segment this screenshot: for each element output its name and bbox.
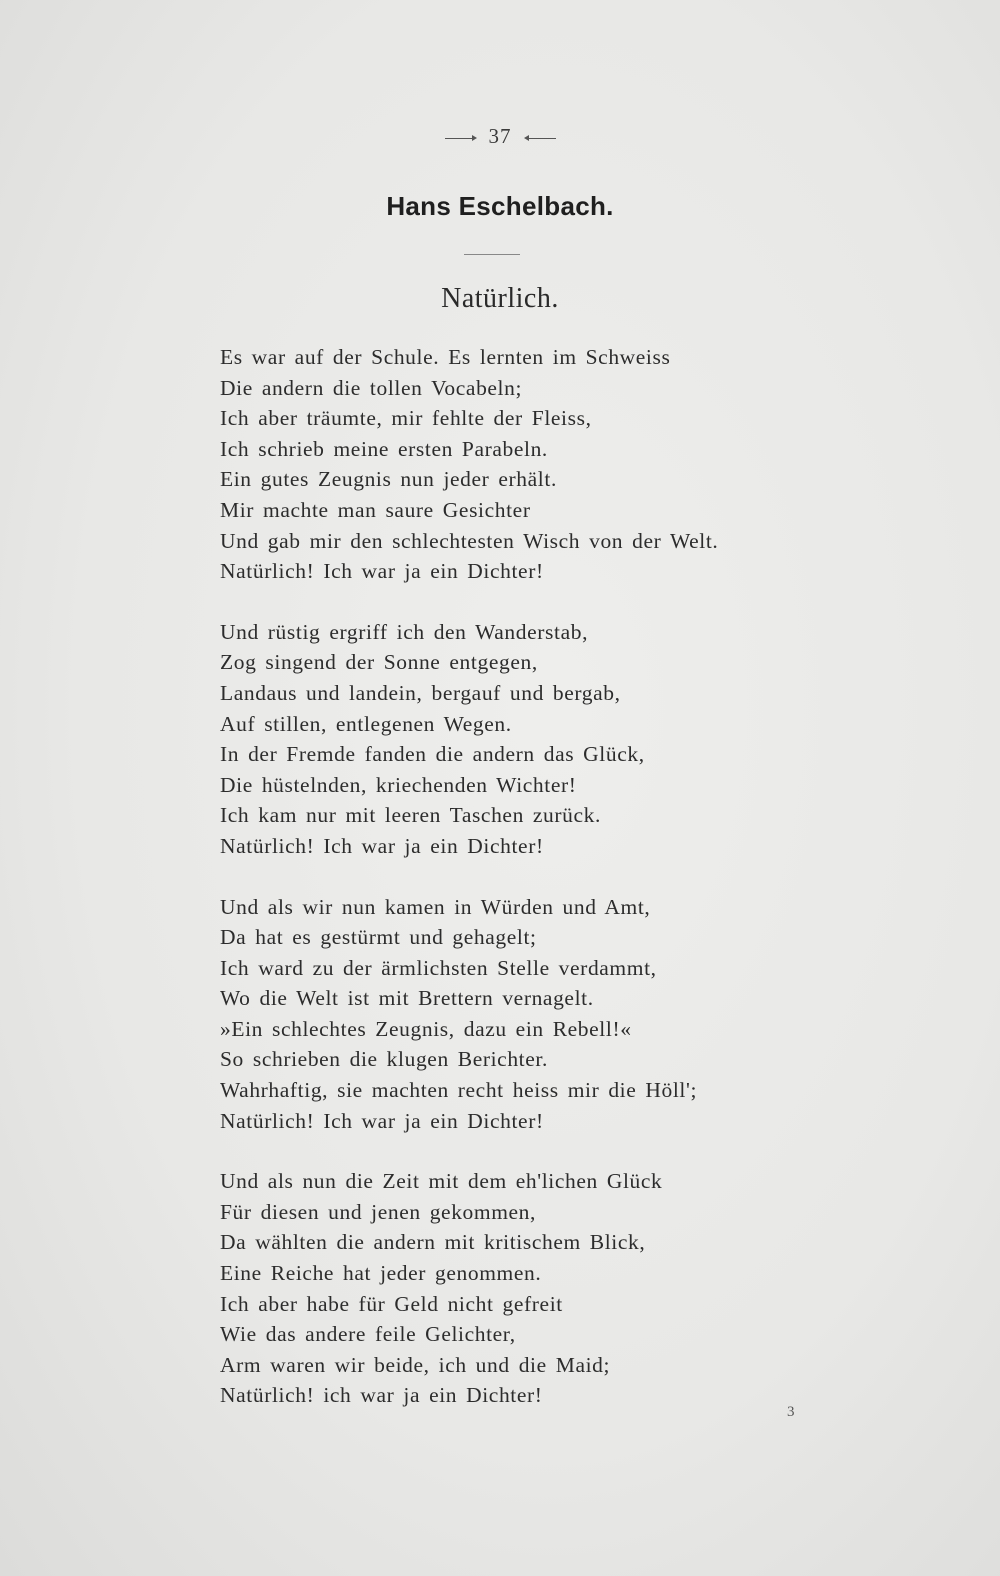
page-number: 37 — [488, 124, 512, 148]
poem-line: Ich schrieb meine ersten Parabeln. — [220, 436, 548, 461]
poem-line: Mir machte man saure Gesichter — [220, 497, 531, 522]
poem-line: Und als nun die Zeit mit dem eh'lichen Glück — [220, 1169, 663, 1194]
poem-line: Natürlich! Ich war ja ein Dichter! — [220, 1108, 544, 1133]
poem-line: »Ein schlechtes Zeugnis, dazu ein Rebell!« — [220, 1016, 632, 1041]
poem-line: Ich aber habe für Geld nicht gefreit — [220, 1291, 563, 1316]
poem-line: Ein gutes Zeugnis nun jeder erhält. — [220, 467, 557, 492]
stanza-1 — [220, 342, 840, 587]
poem-line: Da wählten die andern mit kritischem Blick, — [220, 1230, 646, 1255]
stanza-3 — [220, 892, 840, 1137]
poem-line: Die hüstelnden, kriechenden Wichter! — [220, 772, 577, 797]
signature-mark: 3 — [787, 1404, 795, 1420]
stanza-2 — [220, 617, 840, 862]
poem-line: Ich kam nur mit leeren Taschen zurück. — [220, 803, 601, 828]
page-header — [0, 124, 1000, 149]
poem-line: Für diesen und jenen gekommen, — [220, 1199, 537, 1224]
poem-line: Und rüstig ergriff ich den Wanderstab, — [220, 619, 589, 644]
poem-title: Natürlich. — [441, 283, 559, 314]
poem-line: Landaus und landein, bergauf und bergab, — [220, 680, 621, 705]
poem-line: Wo die Welt ist mit Brettern vernagelt. — [220, 986, 594, 1011]
poem-line: Und als wir nun kamen in Würden und Amt, — [220, 894, 651, 919]
poem-line: In der Fremde fanden die andern das Glück, — [220, 742, 645, 767]
poem-line: Natürlich! Ich war ja ein Dichter! — [220, 559, 544, 584]
poem-body — [220, 342, 840, 1441]
poem-line: Es war auf der Schule. Es lernten im Schweiss — [220, 345, 671, 369]
poem-line: Auf stillen, entlegenen Wegen. — [220, 711, 512, 736]
poem-line: Da hat es gestürmt und gehagelt; — [220, 925, 537, 950]
poem-line: Natürlich! ich war ja ein Dichter! — [220, 1383, 543, 1408]
poem-line: So schrieben die klugen Berichter. — [220, 1047, 548, 1072]
arrow-right-ornament-icon — [445, 138, 475, 139]
section-divider — [464, 254, 520, 255]
poem-line: Natürlich! Ich war ja ein Dichter! — [220, 833, 544, 858]
poem-line: Zog singend der Sonne entgegen, — [220, 650, 538, 675]
poem-line: Ich aber träumte, mir fehlte der Fleiss, — [220, 406, 592, 431]
poem-line: Ich ward zu der ärmlichsten Stelle verdammt, — [220, 955, 657, 980]
poem-line: Eine Reiche hat jeder genommen. — [220, 1261, 542, 1286]
poem-line: Wahrhaftig, sie machten recht heiss mir die Höll'; — [220, 1078, 698, 1103]
poem-line: Arm waren wir beide, ich und die Maid; — [220, 1352, 611, 1377]
arrow-left-ornament-icon — [526, 138, 556, 139]
author-name: Hans Eschelbach. — [386, 191, 614, 221]
poem-line: Und gab mir den schlechtesten Wisch von der Welt. — [220, 528, 719, 553]
poem-line: Wie das andere feile Gelichter, — [220, 1322, 516, 1347]
stanza-4 — [220, 1166, 840, 1411]
poem-line: Die andern die tollen Vocabeln; — [220, 375, 523, 400]
